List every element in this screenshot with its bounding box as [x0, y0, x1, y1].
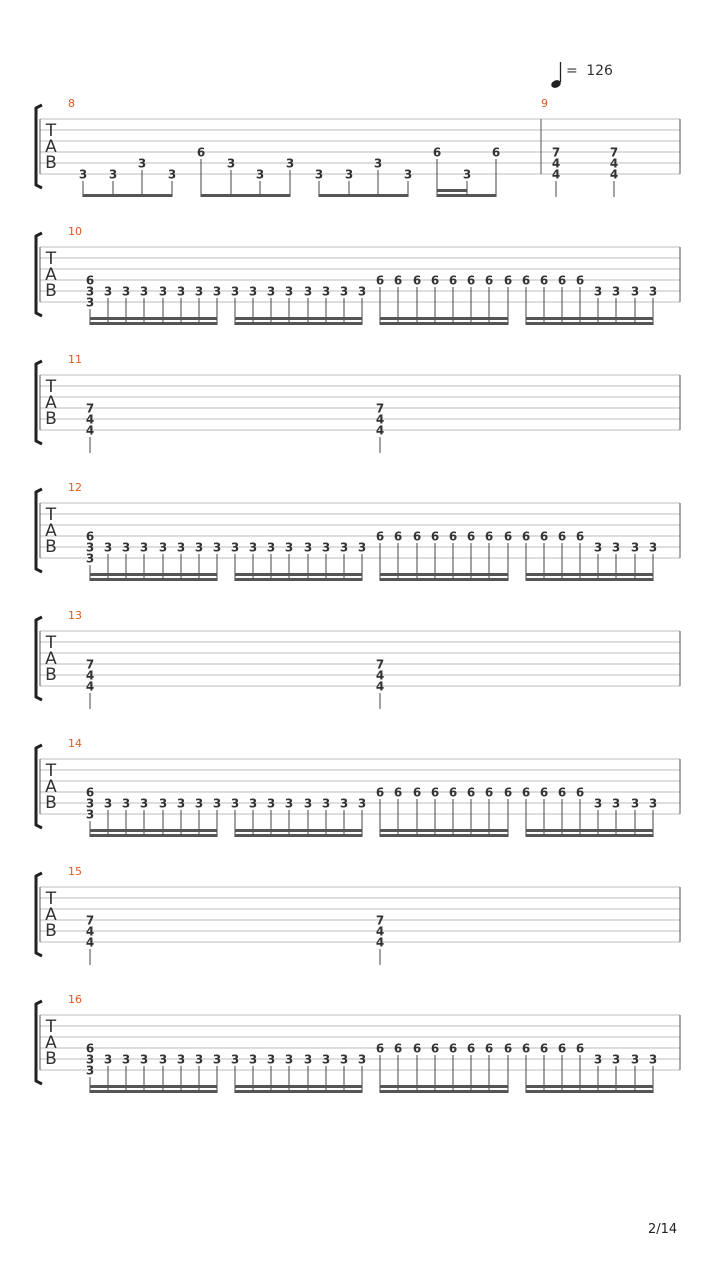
tempo-equals: =	[566, 63, 578, 79]
tab-clef-letter: B	[45, 409, 57, 429]
measure-number: 13	[68, 609, 82, 622]
fret-number: 3	[85, 1063, 95, 1078]
fret-number: 4	[609, 167, 619, 182]
fret-number: 3	[121, 284, 131, 299]
beam	[380, 829, 508, 832]
tab-clef-letter: B	[45, 665, 57, 685]
fret-number: 3	[139, 284, 149, 299]
beam	[90, 1085, 217, 1088]
beam	[235, 317, 362, 320]
tab-clef-letter: A	[45, 265, 57, 285]
fret-number: 6	[448, 273, 458, 288]
fret-number: 3	[78, 167, 88, 182]
fret-number: 3	[158, 540, 168, 555]
fret-number: 3	[248, 1052, 258, 1067]
fret-number: 4	[375, 668, 385, 683]
fret-number: 3	[103, 796, 113, 811]
system-bracket	[36, 489, 42, 572]
fret-number: 3	[630, 540, 640, 555]
beam	[380, 1090, 508, 1093]
tab-clef-letter: T	[45, 121, 57, 141]
beam	[83, 194, 172, 197]
beam	[90, 573, 217, 576]
fret-number: 3	[85, 807, 95, 822]
beam	[526, 829, 653, 832]
fret-number: 3	[121, 796, 131, 811]
tab-clef-letter: A	[45, 1033, 57, 1053]
fret-number: 6	[466, 529, 476, 544]
fret-number: 6	[196, 145, 206, 160]
fret-number: 6	[521, 273, 531, 288]
fret-number: 7	[551, 145, 561, 160]
tab-clef-letter: T	[45, 249, 57, 269]
tab-clef-letter: B	[45, 537, 57, 557]
fret-number: 6	[575, 785, 585, 800]
tab-clef-letter: B	[45, 793, 57, 813]
fret-number: 3	[611, 284, 621, 299]
system-bracket	[36, 361, 42, 444]
fret-number: 4	[375, 679, 385, 694]
fret-number: 7	[375, 657, 385, 672]
beam	[380, 322, 508, 325]
tab-clef-letter: A	[45, 649, 57, 669]
beam	[90, 322, 217, 325]
fret-number: 3	[176, 1052, 186, 1067]
fret-number: 4	[375, 412, 385, 427]
page-number: 2/14	[648, 1222, 678, 1237]
fret-number: 6	[393, 1041, 403, 1056]
fret-number: 3	[194, 1052, 204, 1067]
beam	[380, 1085, 508, 1088]
fret-number: 3	[303, 540, 313, 555]
fret-number: 3	[248, 540, 258, 555]
fret-number: 6	[503, 529, 513, 544]
fret-number: 7	[609, 145, 619, 160]
beam	[90, 1090, 217, 1093]
fret-number: 6	[412, 785, 422, 800]
fret-number: 3	[593, 796, 603, 811]
fret-number: 3	[339, 284, 349, 299]
fret-number: 6	[393, 273, 403, 288]
fret-number: 6	[430, 529, 440, 544]
fret-number: 3	[321, 284, 331, 299]
tab-clef-letter: B	[45, 1049, 57, 1069]
fret-number: 6	[430, 273, 440, 288]
fret-number: 6	[430, 785, 440, 800]
staff-system	[36, 865, 680, 965]
fret-number: 3	[230, 284, 240, 299]
fret-number: 3	[344, 167, 354, 182]
tab-clef-letter: B	[45, 921, 57, 941]
fret-number: 3	[230, 1052, 240, 1067]
fret-number: 3	[648, 284, 658, 299]
system-bracket	[36, 745, 42, 828]
fret-number: 6	[412, 1041, 422, 1056]
beam	[380, 834, 508, 837]
fret-number: 7	[85, 401, 95, 416]
fret-number: 3	[303, 284, 313, 299]
fret-number: 6	[393, 785, 403, 800]
fret-number: 3	[248, 284, 258, 299]
fret-number: 3	[321, 540, 331, 555]
beam	[526, 317, 653, 320]
fret-number: 6	[575, 529, 585, 544]
system-bracket	[36, 617, 42, 700]
fret-number: 3	[373, 156, 383, 171]
fret-number: 3	[285, 156, 295, 171]
fret-number: 6	[557, 1041, 567, 1056]
fret-number: 6	[484, 1041, 494, 1056]
tab-clef-letter: A	[45, 137, 57, 157]
fret-number: 3	[121, 1052, 131, 1067]
fret-number: 3	[593, 1052, 603, 1067]
fret-number: 4	[85, 423, 95, 438]
measure-number: 9	[541, 97, 548, 110]
tab-clef-letter: T	[45, 633, 57, 653]
tempo-value	[566, 63, 613, 79]
fret-number: 3	[103, 284, 113, 299]
tab-clef-letter: T	[45, 761, 57, 781]
fret-number: 6	[484, 785, 494, 800]
fret-number: 3	[158, 1052, 168, 1067]
fret-number: 3	[357, 1052, 367, 1067]
fret-number: 6	[375, 529, 385, 544]
fret-number: 6	[575, 273, 585, 288]
beam	[526, 834, 653, 837]
fret-number: 3	[176, 540, 186, 555]
tab-clef-letter: A	[45, 393, 57, 413]
beam	[90, 834, 217, 837]
measure-number: 15	[68, 865, 82, 878]
fret-number: 4	[551, 156, 561, 171]
fret-number: 3	[284, 796, 294, 811]
fret-number: 6	[521, 529, 531, 544]
fret-number: 4	[85, 924, 95, 939]
fret-number: 4	[375, 935, 385, 950]
staff-system	[36, 97, 680, 197]
fret-number: 3	[266, 796, 276, 811]
fret-number: 3	[284, 1052, 294, 1067]
fret-number: 3	[266, 284, 276, 299]
beam	[380, 317, 508, 320]
fret-number: 6	[412, 529, 422, 544]
fret-number: 3	[462, 167, 472, 182]
fret-number: 3	[321, 1052, 331, 1067]
fret-number: 6	[521, 785, 531, 800]
fret-number: 6	[557, 785, 567, 800]
fret-number: 4	[85, 935, 95, 950]
fret-number: 3	[593, 284, 603, 299]
measure-number: 12	[68, 481, 82, 494]
fret-number: 3	[403, 167, 413, 182]
beam	[319, 194, 408, 197]
fret-number: 6	[375, 785, 385, 800]
fret-number: 3	[121, 540, 131, 555]
fret-number: 6	[412, 273, 422, 288]
fret-number: 3	[85, 1052, 95, 1067]
fret-number: 4	[551, 167, 561, 182]
fret-number: 6	[85, 785, 95, 800]
beam	[380, 573, 508, 576]
fret-number: 7	[85, 913, 95, 928]
fret-number: 3	[158, 284, 168, 299]
staff-system	[36, 993, 680, 1093]
fret-number: 3	[648, 796, 658, 811]
fret-number: 3	[212, 1052, 222, 1067]
fret-number: 3	[321, 796, 331, 811]
fret-number: 6	[432, 145, 442, 160]
fret-number: 3	[158, 796, 168, 811]
fret-number: 3	[85, 540, 95, 555]
fret-number: 3	[176, 284, 186, 299]
measure-number: 10	[68, 225, 82, 238]
fret-number: 6	[539, 529, 549, 544]
fret-number: 6	[539, 273, 549, 288]
fret-number: 3	[357, 540, 367, 555]
beam	[437, 189, 467, 192]
fret-number: 3	[248, 796, 258, 811]
fret-number: 3	[284, 540, 294, 555]
fret-number: 7	[375, 913, 385, 928]
fret-number: 3	[357, 284, 367, 299]
fret-number: 3	[611, 540, 621, 555]
fret-number: 3	[176, 796, 186, 811]
fret-number: 3	[212, 796, 222, 811]
fret-number: 6	[375, 273, 385, 288]
fret-number: 3	[108, 167, 118, 182]
fret-number: 7	[85, 657, 95, 672]
staff-system	[36, 225, 680, 325]
fret-number: 4	[85, 668, 95, 683]
measure-number: 14	[68, 737, 82, 750]
system-bracket	[36, 1001, 42, 1084]
fret-number: 3	[314, 167, 324, 182]
fret-number: 3	[85, 796, 95, 811]
measure-number: 11	[68, 353, 82, 366]
fret-number: 6	[466, 1041, 476, 1056]
fret-number: 3	[167, 167, 177, 182]
staff-system	[36, 481, 680, 581]
fret-number: 3	[339, 540, 349, 555]
fret-number: 6	[503, 1041, 513, 1056]
tab-clef-letter: T	[45, 1017, 57, 1037]
fret-number: 6	[448, 785, 458, 800]
fret-number: 3	[85, 551, 95, 566]
fret-number: 6	[85, 273, 95, 288]
tab-clef-letter: T	[45, 377, 57, 397]
fret-number: 6	[85, 1041, 95, 1056]
fret-number: 3	[611, 796, 621, 811]
beam	[235, 829, 362, 832]
fret-number: 3	[630, 1052, 640, 1067]
beam	[90, 829, 217, 832]
fret-number: 6	[557, 273, 567, 288]
fret-number: 6	[521, 1041, 531, 1056]
beam	[235, 573, 362, 576]
staff-systems	[36, 97, 680, 1093]
system-bracket	[36, 105, 42, 188]
fret-number: 4	[85, 679, 95, 694]
fret-number: 6	[575, 1041, 585, 1056]
fret-number: 4	[609, 156, 619, 171]
beam	[235, 322, 362, 325]
tab-clef-letter: A	[45, 905, 57, 925]
beam	[235, 1085, 362, 1088]
fret-number: 3	[139, 540, 149, 555]
fret-number: 3	[85, 284, 95, 299]
fret-number: 3	[648, 1052, 658, 1067]
fret-number: 3	[255, 167, 265, 182]
measure-number: 16	[68, 993, 82, 1006]
fret-number: 3	[303, 796, 313, 811]
tab-clef-letter: B	[45, 281, 57, 301]
fret-number: 3	[194, 540, 204, 555]
fret-number: 6	[491, 145, 501, 160]
beam	[235, 1090, 362, 1093]
fret-number: 3	[648, 540, 658, 555]
fret-number: 3	[103, 540, 113, 555]
beam	[201, 194, 290, 197]
fret-number: 3	[593, 540, 603, 555]
system-bracket	[36, 233, 42, 316]
fret-number: 3	[139, 796, 149, 811]
system-bracket	[36, 873, 42, 956]
fret-number: 3	[139, 1052, 149, 1067]
fret-number: 6	[539, 785, 549, 800]
tempo-bpm: 126	[586, 63, 613, 79]
fret-number: 3	[230, 540, 240, 555]
fret-number: 3	[357, 796, 367, 811]
fret-number: 3	[284, 284, 294, 299]
beam	[235, 578, 362, 581]
beam	[526, 1090, 653, 1093]
fret-number: 6	[375, 1041, 385, 1056]
fret-number: 4	[375, 924, 385, 939]
fret-number: 6	[393, 529, 403, 544]
staff-system	[36, 737, 680, 837]
staff-system	[36, 353, 680, 453]
fret-number: 4	[375, 423, 385, 438]
fret-number: 3	[339, 796, 349, 811]
tempo-marking	[550, 62, 613, 89]
fret-number: 6	[503, 273, 513, 288]
tab-clef-letter: T	[45, 505, 57, 525]
fret-number: 6	[484, 273, 494, 288]
tab-clef-letter: A	[45, 777, 57, 797]
fret-number: 6	[503, 785, 513, 800]
tab-clef-letter: A	[45, 521, 57, 541]
fret-number: 3	[212, 284, 222, 299]
fret-number: 3	[194, 284, 204, 299]
fret-number: 4	[85, 412, 95, 427]
fret-number: 6	[466, 785, 476, 800]
beam	[526, 322, 653, 325]
fret-number: 3	[230, 796, 240, 811]
tab-clef-letter: T	[45, 889, 57, 909]
beam	[380, 578, 508, 581]
fret-number: 7	[375, 401, 385, 416]
fret-number: 3	[630, 796, 640, 811]
fret-number: 3	[266, 540, 276, 555]
fret-number: 3	[226, 156, 236, 171]
beam	[437, 194, 496, 197]
fret-number: 6	[466, 273, 476, 288]
fret-number: 3	[137, 156, 147, 171]
fret-number: 3	[212, 540, 222, 555]
fret-number: 6	[539, 1041, 549, 1056]
measure-number: 8	[68, 97, 75, 110]
beam	[90, 578, 217, 581]
fret-number: 6	[448, 529, 458, 544]
fret-number: 6	[448, 1041, 458, 1056]
beam	[526, 578, 653, 581]
fret-number: 6	[85, 529, 95, 544]
tab-clef-letter: B	[45, 153, 57, 173]
fret-number: 6	[484, 529, 494, 544]
fret-number: 3	[611, 1052, 621, 1067]
beam	[526, 573, 653, 576]
fret-number: 3	[339, 1052, 349, 1067]
fret-number: 3	[85, 295, 95, 310]
beam	[235, 834, 362, 837]
fret-number: 6	[430, 1041, 440, 1056]
fret-number: 6	[557, 529, 567, 544]
beam	[90, 317, 217, 320]
staff-system	[36, 609, 680, 709]
fret-number: 3	[303, 1052, 313, 1067]
fret-number: 3	[630, 284, 640, 299]
fret-number: 3	[103, 1052, 113, 1067]
beam	[526, 1085, 653, 1088]
fret-number: 3	[266, 1052, 276, 1067]
fret-number: 3	[194, 796, 204, 811]
